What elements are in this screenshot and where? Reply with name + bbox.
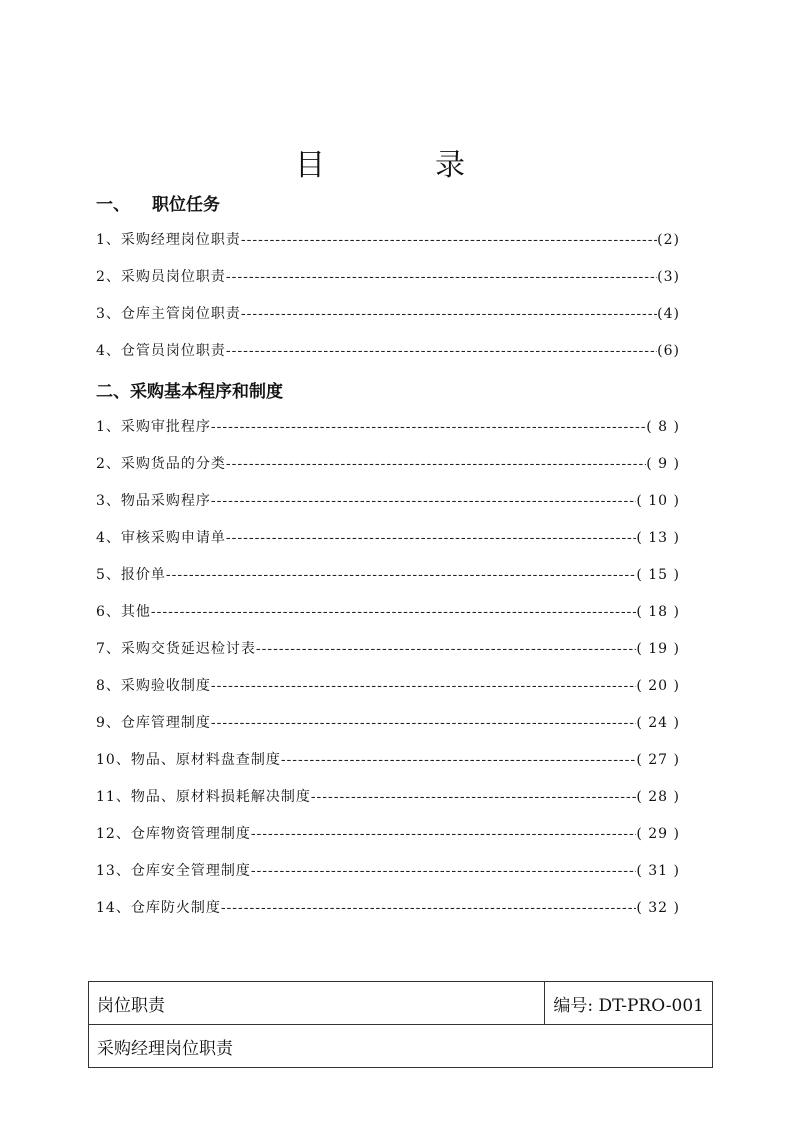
category-cell: 岗位职责 — [89, 982, 545, 1025]
toc-page-number: ( 20 ) — [636, 678, 680, 694]
document-header-table — [88, 981, 713, 1068]
toc-page-number: ( 9 ) — [646, 456, 680, 472]
toc-entry-label: 仓库安全管理制度 — [130, 863, 251, 879]
toc-entry-number: 11、 — [96, 789, 131, 805]
toc-entry-label: 2、采购货品的分类 — [96, 456, 226, 472]
dot-leader — [226, 269, 657, 285]
toc-entry-number: 14、 — [96, 900, 131, 916]
toc-entry[interactable] — [96, 749, 680, 786]
toc-entry-label: 1、采购审批程序 — [96, 419, 211, 435]
toc-page-number: ( 28 ) — [636, 789, 680, 805]
dot-leader — [256, 641, 636, 657]
toc-page-number: ( 24 ) — [636, 715, 680, 731]
toc-page-number: (4) — [657, 306, 680, 322]
toc-page-number: ( 10 ) — [636, 493, 680, 509]
toc-page-number: ( 32 ) — [636, 900, 680, 916]
dot-leader — [281, 752, 637, 768]
dot-leader — [241, 306, 657, 322]
toc-page-number: (3) — [657, 269, 680, 285]
toc-entry[interactable] — [96, 564, 680, 601]
toc-entry[interactable] — [96, 229, 680, 266]
document-code-cell: 编号: DT-PRO-001 — [545, 982, 713, 1025]
dot-leader — [211, 493, 636, 509]
toc-entry-label: 4、审核采购申请单 — [96, 530, 226, 546]
dot-leader — [251, 826, 637, 842]
toc-page-number: ( 27 ) — [636, 752, 680, 768]
toc-entry-label: 5、报价单 — [96, 567, 166, 583]
toc-entry[interactable] — [96, 453, 680, 490]
toc-page-number: ( 19 ) — [636, 641, 680, 657]
dot-leader — [241, 232, 657, 248]
toc-entry[interactable] — [96, 823, 680, 860]
dot-leader — [226, 456, 646, 472]
toc-entry-label: 3、物品采购程序 — [96, 493, 211, 509]
toc-section-1 — [96, 229, 680, 377]
toc-entry[interactable] — [96, 303, 680, 340]
section-heading-1 — [96, 190, 220, 215]
dot-leader — [226, 343, 657, 359]
toc-entry[interactable] — [96, 527, 680, 564]
toc-entry[interactable] — [96, 712, 680, 749]
toc-entry[interactable] — [96, 638, 680, 675]
toc-entry-label: 仓库防火制度 — [130, 900, 221, 916]
toc-entry-number: 13、 — [96, 863, 131, 879]
table-row — [89, 1025, 713, 1068]
section-number: 一、 — [96, 195, 130, 215]
toc-entry[interactable] — [96, 786, 680, 823]
toc-page-number: ( 29 ) — [636, 826, 680, 842]
toc-section-2 — [96, 416, 680, 934]
toc-page-number: ( 8 ) — [646, 419, 680, 435]
toc-entry[interactable] — [96, 266, 680, 303]
toc-entry-label: 物品、原材料损耗解决制度 — [130, 789, 311, 805]
toc-page-number: ( 18 ) — [636, 604, 680, 620]
toc-entry[interactable] — [96, 897, 680, 934]
dot-leader — [211, 715, 636, 731]
section-label: 职位任务 — [152, 195, 220, 215]
toc-entry[interactable] — [96, 416, 680, 453]
toc-page-number: (6) — [657, 343, 680, 359]
toc-entry[interactable] — [96, 860, 680, 897]
subject-cell: 采购经理岗位职责 — [89, 1025, 713, 1068]
dot-leader — [311, 789, 637, 805]
toc-entry[interactable] — [96, 601, 680, 638]
toc-page-number: ( 15 ) — [636, 567, 680, 583]
toc-entry-label: 9、仓库管理制度 — [96, 715, 211, 731]
toc-entry[interactable] — [96, 340, 680, 377]
toc-entry[interactable] — [96, 675, 680, 712]
toc-page-number: (2) — [657, 232, 680, 248]
toc-entry-label: 7、采购交货延迟检讨表 — [96, 641, 256, 657]
table-row — [89, 982, 713, 1025]
toc-entry-number: 12、 — [96, 826, 131, 842]
toc-entry-number: 10、 — [96, 752, 131, 768]
dot-leader — [226, 530, 636, 546]
toc-page-number: ( 31 ) — [636, 863, 680, 879]
dot-leader — [166, 567, 636, 583]
toc-entry-label: 1、采购经理岗位职责 — [96, 232, 241, 248]
toc-entry-label: 6、其他 — [96, 604, 151, 620]
toc-entry-label: 8、采购验收制度 — [96, 678, 211, 694]
toc-entry[interactable] — [96, 490, 680, 527]
toc-page-number: ( 13 ) — [636, 530, 680, 546]
dot-leader — [211, 678, 636, 694]
dot-leader — [221, 900, 637, 916]
dot-leader — [211, 419, 646, 435]
section-heading-2: 二、采购基本程序和制度 — [96, 382, 283, 402]
page-title: 目 录 — [295, 148, 505, 183]
dot-leader — [251, 863, 637, 879]
toc-entry-label: 2、采购员岗位职责 — [96, 269, 226, 285]
dot-leader — [151, 604, 636, 620]
toc-entry-label: 仓库物资管理制度 — [130, 826, 251, 842]
toc-entry-label: 物品、原材料盘查制度 — [130, 752, 281, 768]
toc-entry-label: 4、仓管员岗位职责 — [96, 343, 226, 359]
toc-entry-label: 3、仓库主管岗位职责 — [96, 306, 241, 322]
